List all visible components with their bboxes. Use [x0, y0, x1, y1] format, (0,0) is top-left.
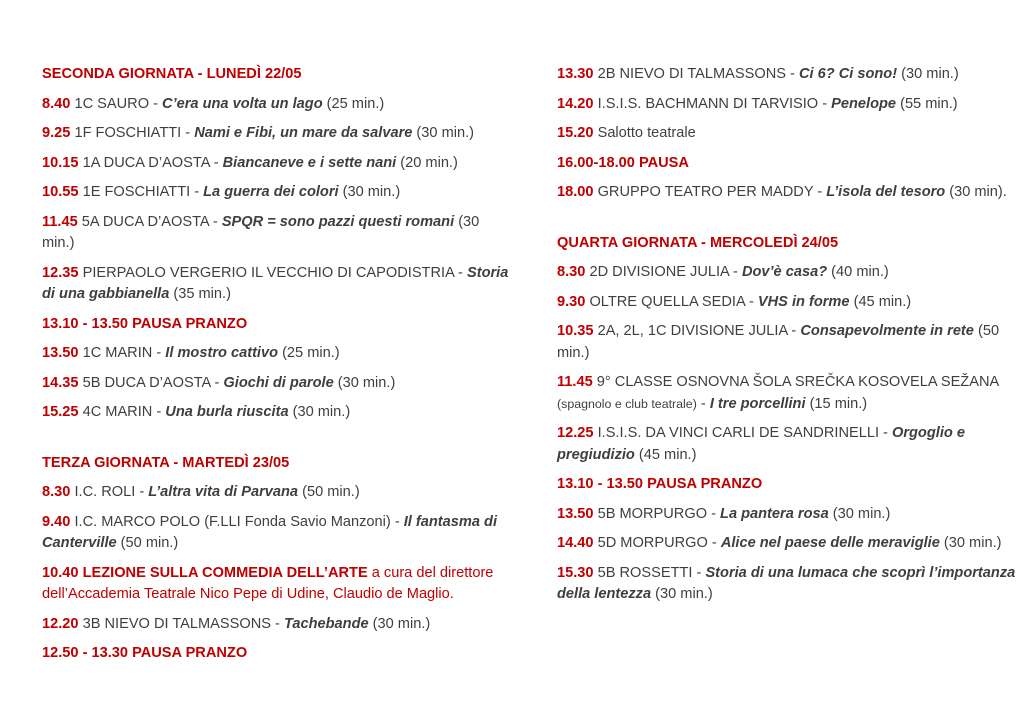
entry-time-text: 18.00	[557, 184, 594, 200]
schedule-entry	[42, 643, 510, 665]
schedule-entry	[42, 94, 510, 116]
schedule-entry	[42, 482, 510, 504]
entry-title-text: Ci 6? Ci sono!	[798, 66, 898, 82]
entry-plain-text: (30 min.)	[333, 374, 396, 391]
entry-plain-text: (30 min.)	[897, 66, 959, 82]
entry-plain-text: 5B ROSSETTI -	[593, 564, 706, 581]
day-section	[557, 233, 1019, 606]
entry-plain-text: 1F FOSCHIATTI -	[70, 125, 195, 141]
entry-plain-text: 1C MARIN -	[78, 345, 166, 361]
schedule-entry	[557, 321, 1019, 364]
entry-plain-text: (50 min.)	[557, 323, 1000, 361]
entry-red-text: a cura del direttore dell’Accademia Teatrale Nico Pepe di Udine, Claudio de Maglio.	[42, 564, 494, 602]
schedule-entry	[42, 614, 510, 636]
schedule-entry	[557, 423, 1019, 466]
entry-plain-text: (20 min.)	[396, 154, 458, 171]
entry-plain-text: OLTRE QUELLA SEDIA -	[585, 293, 758, 310]
schedule-entry	[557, 563, 1019, 606]
entry-time-text: 14.35	[42, 374, 79, 391]
entry-time-text: 11.45	[557, 374, 593, 390]
day-section-title: QUARTA GIORNATA - MERCOLEDÌ 24/05	[557, 234, 839, 251]
entry-title-text: Penelope	[831, 95, 897, 112]
entry-title-text: Una burla riuscita	[165, 404, 289, 420]
schedule-entry	[557, 474, 1019, 496]
schedule-entry	[42, 314, 510, 336]
entry-title-text: Storia di una lumaca che scoprì l’importanza della lentezza	[557, 564, 1016, 602]
entry-time-text: 12.35	[42, 264, 79, 281]
day-section-title: SECONDA GIORNATA - LUNEDÌ 22/05	[42, 66, 302, 82]
entry-title-text: Nami e Fibi, un mare da salvare	[194, 125, 413, 141]
entry-title-text: Biancaneve e i sette nani	[222, 154, 397, 171]
entry-plain-text: 2B NIEVO DI TALMASSONS -	[593, 66, 799, 82]
entry-title-text: La pantera rosa	[720, 505, 829, 522]
entry-title-text: L’isola del tesoro	[826, 184, 946, 200]
entry-plain-text: (30 min.)	[651, 586, 713, 602]
entry-plain-text: (30 min).	[945, 184, 1007, 200]
entry-title-text: C’era una volta un lago	[162, 95, 323, 112]
entry-plain-text: (25 min.)	[278, 345, 340, 361]
entry-plain-text: (30 min.)	[939, 535, 1002, 551]
entry-plain-text: I.S.I.S. DA VINCI CARLI DE SANDRINELLI -	[593, 425, 892, 441]
entry-plain-text: (15 min.)	[805, 395, 868, 412]
entry-plain-text: (40 min.)	[827, 264, 889, 280]
entry-title-text: Consapevolmente in rete	[800, 323, 974, 339]
day-section-title: TERZA GIORNATA - MARTEDÌ 23/05	[42, 454, 290, 471]
entry-plain-text: 5B DUCA D’AOSTA -	[78, 374, 224, 391]
schedule-entry	[557, 64, 1019, 86]
entry-time-text: 10.35	[557, 323, 594, 339]
entry-time-text: 15.30	[557, 564, 594, 581]
entry-plain-text: (25 min.)	[322, 95, 385, 112]
schedule-entry	[42, 402, 510, 424]
day-section	[42, 453, 510, 665]
entry-plain-text: 1E FOSCHIATTI -	[78, 184, 204, 200]
entry-plain-text: -	[696, 395, 710, 412]
entry-plain-text: PIERPAOLO VERGERIO IL VECCHIO DI CAPODISTRIA -	[78, 264, 467, 281]
schedule-entry	[557, 94, 1019, 116]
entry-plain-text: Salotto teatrale	[593, 125, 696, 141]
schedule-entry	[42, 343, 510, 365]
schedule-entry	[557, 372, 1019, 415]
entry-plain-text: 3B NIEVO DI TALMASSONS -	[78, 615, 284, 632]
entry-title-text: Il fantasma di Canterville	[42, 513, 498, 551]
entry-title-text: Dov’è casa?	[741, 264, 828, 280]
day-section	[557, 64, 1019, 204]
schedule-entry	[557, 533, 1019, 555]
entry-time-text: 11.45	[42, 213, 78, 230]
entry-plain-text: I.C. ROLI -	[70, 484, 149, 500]
entry-plain-text: (30 min.)	[42, 213, 480, 251]
entry-plain-text: (45 min.)	[634, 446, 697, 463]
entry-plain-text: (30 min.)	[288, 404, 351, 420]
entry-title-text: Storia di una gabbianella	[42, 264, 509, 302]
entry-time-text: 13.30	[557, 66, 594, 82]
entry-redbold-text: 13.10 - 13.50 PAUSA PRANZO	[42, 315, 248, 332]
day-section	[42, 64, 510, 424]
entry-time-text: 9.40	[42, 513, 71, 530]
schedule-entry	[557, 153, 1019, 175]
schedule-entry	[42, 153, 510, 175]
entry-title-text: Tachebande	[283, 615, 369, 632]
entry-plain-text: GRUPPO TEATRO PER MADDY -	[593, 184, 827, 200]
entry-plain-text: (30 min.)	[338, 184, 401, 200]
entry-redbold-text: 16.00-18.00 PAUSA	[557, 154, 689, 171]
entry-title-text: Il mostro cattivo	[165, 345, 279, 361]
schedule-entry	[42, 182, 510, 204]
entry-time-text: 13.50	[42, 345, 79, 361]
entry-time-text: 8.30	[42, 484, 71, 500]
entry-plain-text: 2D DIVISIONE JULIA -	[585, 264, 742, 280]
entry-title-text: SPQR = sono pazzi questi romani	[221, 213, 455, 230]
entry-plain-text: 4C MARIN -	[78, 404, 166, 420]
schedule-entry	[42, 123, 510, 145]
entry-plain-text: 5B MORPURGO -	[593, 505, 721, 522]
schedule-entry	[557, 504, 1019, 526]
schedule-entry	[557, 182, 1019, 204]
entry-plain-text: (30 min.)	[368, 615, 431, 632]
schedule-entry	[557, 292, 1019, 314]
entry-time-text: 15.25	[42, 404, 79, 420]
entry-time-text: 9.25	[42, 125, 71, 141]
entry-time-text: 15.20	[557, 125, 594, 141]
entry-time-text: 14.20	[557, 95, 594, 112]
schedule-entry	[557, 123, 1019, 145]
entry-time-text: 10.15	[42, 154, 79, 171]
entry-time-text: 12.20	[42, 615, 79, 632]
entry-title-text: La guerra dei colori	[203, 184, 339, 200]
entry-time-text: 13.50	[557, 505, 594, 522]
schedule-entry	[42, 212, 510, 255]
entry-plain-text: (30 min.)	[828, 505, 891, 522]
left-column	[42, 64, 510, 673]
entry-plain-text: 9° CLASSE OSNOVNA ŠOLA SREČKA KOSOVELA SEŽANA	[592, 374, 999, 390]
entry-plain-text: 1A DUCA D’AOSTA -	[78, 154, 223, 171]
entry-redbold-text: 12.50 - 13.30 PAUSA PRANZO	[42, 645, 248, 661]
entry-time-text: 8.30	[557, 264, 586, 280]
entry-plain-text: (35 min.)	[169, 286, 231, 302]
entry-plain-text: I.C. MARCO POLO (F.LLI Fonda Savio Manzoni) -	[70, 513, 404, 530]
schedule-entry	[557, 262, 1019, 284]
entry-title-text: L’altra vita di Parvana	[148, 484, 299, 500]
schedule-entry	[42, 512, 510, 555]
entry-title-text: Orgoglio e pregiudizio	[557, 425, 965, 463]
entry-time-text: 8.40	[42, 95, 71, 112]
entry-small-text: (spagnolo e club teatrale)	[557, 396, 697, 411]
entry-plain-text: 5D MORPURGO -	[593, 535, 721, 551]
schedule-entry	[42, 563, 510, 606]
entry-redbold-text: 13.10 - 13.50 PAUSA PRANZO	[557, 476, 763, 492]
entry-plain-text: I.S.I.S. BACHMANN DI TARVISIO -	[593, 95, 832, 112]
entry-plain-text: (55 min.)	[896, 95, 958, 112]
entry-title-text: Giochi di parole	[223, 374, 334, 391]
entry-title-text: Alice nel paese delle meraviglie	[720, 535, 940, 551]
entry-time-text: 9.30	[557, 293, 586, 310]
right-column	[557, 64, 1019, 614]
entry-plain-text: 2A, 2L, 1C DIVISIONE JULIA -	[593, 323, 801, 339]
entry-title-text: I tre porcellini	[709, 395, 806, 412]
entry-redbold-text: 10.40 LEZIONE SULLA COMMEDIA DELL’ARTE	[42, 564, 368, 581]
entry-time-text: 14.40	[557, 535, 594, 551]
entry-plain-text: (50 min.)	[116, 535, 179, 551]
entry-time-text: 12.25	[557, 425, 594, 441]
entry-plain-text: (50 min.)	[298, 484, 360, 500]
entry-plain-text: (45 min.)	[849, 293, 912, 310]
entry-plain-text: 5A DUCA D’AOSTA -	[77, 213, 222, 230]
entry-title-text: VHS in forme	[757, 293, 850, 310]
entry-plain-text: (30 min.)	[412, 125, 475, 141]
schedule-entry	[42, 373, 510, 395]
schedule-entry	[42, 263, 510, 306]
entry-time-text: 10.55	[42, 184, 79, 200]
entry-plain-text: 1C SAURO -	[70, 95, 163, 112]
